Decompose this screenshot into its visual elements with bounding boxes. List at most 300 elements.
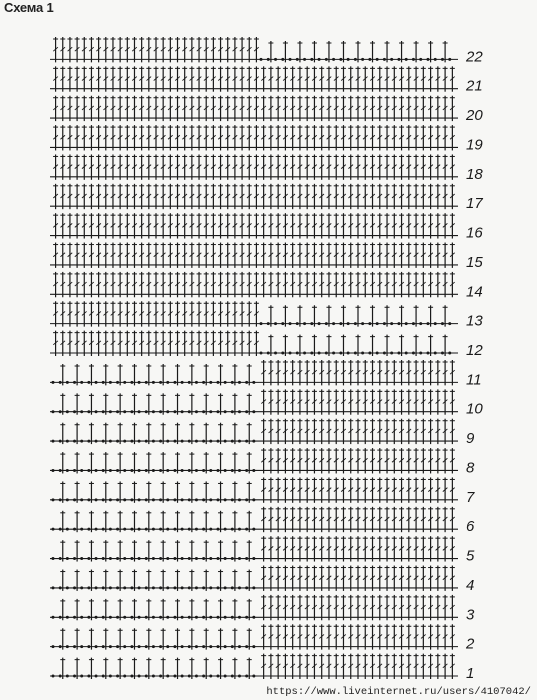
stitch-chain (245, 586, 248, 589)
stitch-chain (95, 675, 98, 678)
stitch-chain (332, 352, 335, 355)
stitch-chain (238, 645, 241, 648)
stitch-chain (116, 528, 119, 531)
stitch-chain (281, 322, 284, 325)
stitch-chain (419, 58, 422, 61)
stitch-chain (216, 381, 219, 384)
stitch-chain (59, 381, 62, 384)
row-number: 4 (466, 576, 475, 594)
stitch-chain (245, 557, 248, 560)
stitch-chain (130, 645, 133, 648)
row-number: 22 (466, 48, 483, 66)
stitch-chain (159, 557, 162, 560)
stitch-chain (231, 645, 234, 648)
stitch-chain (109, 586, 112, 589)
stitch-chain (209, 498, 212, 501)
stitch-chain (260, 352, 263, 355)
stitch-chain (224, 440, 227, 443)
stitch-chain (109, 498, 112, 501)
stitch-chain (361, 322, 364, 325)
stitch-chain (59, 440, 62, 443)
stitch-chain (73, 616, 76, 619)
row-number: 13 (466, 312, 483, 330)
stitch-chain (238, 381, 241, 384)
stitch-chain (116, 410, 119, 413)
stitch-chain (209, 528, 212, 531)
stitch-chain (368, 58, 371, 61)
stitch-chain (332, 58, 335, 61)
stitch-chain (195, 440, 198, 443)
stitch-chain (95, 469, 98, 472)
stitch-chain (405, 322, 408, 325)
stitch-chain (188, 498, 191, 501)
stitch-chain (152, 557, 155, 560)
stitch-chain (216, 557, 219, 560)
stitch-chain (52, 586, 55, 589)
stitch-chain (102, 586, 105, 589)
stitch-chain (426, 322, 429, 325)
stitch-chain (95, 498, 98, 501)
stitch-chain (195, 675, 198, 678)
row-number: 19 (466, 136, 483, 154)
stitch-chain (159, 586, 162, 589)
stitch-chain (195, 616, 198, 619)
stitch-chain (245, 381, 248, 384)
stitch-chain (145, 616, 148, 619)
stitch-chain (102, 528, 105, 531)
stitch-chain (188, 528, 191, 531)
stitch-chain (354, 322, 357, 325)
stitch-chain (231, 557, 234, 560)
stitch-chain (87, 557, 90, 560)
stitch-chain (102, 381, 105, 384)
chart-row (50, 301, 483, 329)
stitch-chain (109, 616, 112, 619)
stitch-chain (73, 675, 76, 678)
stitch-chain (216, 528, 219, 531)
stitch-chain (224, 469, 227, 472)
stitch-chain (354, 352, 357, 355)
stitch-chain (303, 58, 306, 61)
stitch-chain (252, 381, 255, 384)
stitch-chain (87, 528, 90, 531)
chart-row (50, 272, 483, 300)
stitch-chain (116, 557, 119, 560)
stitch-chain (87, 616, 90, 619)
stitch-chain (296, 352, 299, 355)
stitch-chain (173, 469, 176, 472)
stitch-chain (80, 528, 83, 531)
stitch-chain (231, 410, 234, 413)
stitch-chain (252, 616, 255, 619)
stitch-chain (166, 469, 169, 472)
stitch-chain (152, 410, 155, 413)
stitch-chain (216, 498, 219, 501)
stitch-chain (202, 616, 205, 619)
stitch-chain (52, 616, 55, 619)
stitch-chain (303, 352, 306, 355)
stitch-chain (59, 469, 62, 472)
stitch-chain (138, 528, 141, 531)
stitch-chain (383, 352, 386, 355)
stitch-chain (412, 58, 415, 61)
stitch-chain (188, 469, 191, 472)
stitch-chain (66, 440, 69, 443)
stitch-chain (252, 586, 255, 589)
stitch-chain (274, 352, 277, 355)
stitch-chain (109, 557, 112, 560)
stitch-chain (95, 586, 98, 589)
stitch-chain (66, 675, 69, 678)
stitch-chain (80, 469, 83, 472)
stitch-chain (339, 58, 342, 61)
stitch-chain (166, 586, 169, 589)
stitch-chain (209, 469, 212, 472)
stitch-chain (145, 528, 148, 531)
diagram-title: Схема 1 (4, 0, 54, 15)
stitch-chain (173, 645, 176, 648)
stitch-chain (181, 381, 184, 384)
chart-row (50, 448, 475, 476)
stitch-chain (296, 322, 299, 325)
stitch-chain (238, 469, 241, 472)
stitch-chain (303, 322, 306, 325)
stitch-chain (354, 58, 357, 61)
stitch-chain (188, 557, 191, 560)
stitch-chain (145, 557, 148, 560)
stitch-chain (145, 498, 148, 501)
stitch-chain (209, 586, 212, 589)
stitch-chain (73, 528, 76, 531)
stitch-chain (95, 410, 98, 413)
stitch-chain (130, 616, 133, 619)
stitch-chain (80, 498, 83, 501)
stitch-chain (252, 645, 255, 648)
stitch-chain (116, 675, 119, 678)
chart-row (50, 566, 474, 594)
stitch-chain (123, 440, 126, 443)
stitch-chain (376, 352, 379, 355)
stitch-chain (448, 58, 451, 61)
stitch-chain (159, 440, 162, 443)
stitch-chain (252, 528, 255, 531)
stitch-chain (87, 586, 90, 589)
stitch-chain (224, 410, 227, 413)
stitch-chain (412, 322, 415, 325)
stitch-chain (245, 675, 248, 678)
stitch-chain (102, 616, 105, 619)
stitch-chain (87, 410, 90, 413)
stitch-chain (152, 528, 155, 531)
stitch-chain (80, 381, 83, 384)
stitch-chain (325, 352, 328, 355)
stitch-chain (188, 645, 191, 648)
stitch-chain (252, 675, 255, 678)
stitch-chain (123, 616, 126, 619)
stitch-chain (173, 616, 176, 619)
stitch-chain (52, 645, 55, 648)
stitch-chain (412, 352, 415, 355)
stitch-chain (166, 440, 169, 443)
stitch-chain (347, 58, 350, 61)
stitch-chain (209, 440, 212, 443)
stitch-chain (116, 586, 119, 589)
stitch-chain (181, 675, 184, 678)
stitch-chain (245, 616, 248, 619)
stitch-chain (181, 616, 184, 619)
stitch-chain (209, 381, 212, 384)
stitch-chain (441, 322, 444, 325)
stitch-chain (173, 586, 176, 589)
row-number: 15 (466, 253, 483, 271)
stitch-chain (145, 469, 148, 472)
stitch-chain (252, 557, 255, 560)
stitch-chain (166, 645, 169, 648)
row-number: 14 (466, 283, 483, 301)
stitch-chain (202, 469, 205, 472)
stitch-chain (441, 58, 444, 61)
stitch-chain (245, 410, 248, 413)
stitch-chain (238, 616, 241, 619)
stitch-chain (66, 645, 69, 648)
stitch-chain (59, 498, 62, 501)
stitch-chain (159, 645, 162, 648)
stitch-chain (59, 410, 62, 413)
stitch-chain (95, 616, 98, 619)
row-number: 21 (466, 77, 483, 95)
stitch-chain (159, 616, 162, 619)
stitch-chain (231, 381, 234, 384)
stitch-chain (152, 675, 155, 678)
stitch-chain (245, 645, 248, 648)
stitch-chain (159, 381, 162, 384)
stitch-chain (195, 645, 198, 648)
stitch-chain (368, 322, 371, 325)
stitch-chain (231, 675, 234, 678)
stitch-chain (130, 675, 133, 678)
chart-row (50, 213, 483, 241)
stitch-chain (281, 58, 284, 61)
stitch-chain (138, 498, 141, 501)
stitch-chain (66, 381, 69, 384)
stitch-chain (138, 675, 141, 678)
stitch-chain (52, 440, 55, 443)
stitch-chain (173, 410, 176, 413)
chart-row (50, 360, 482, 388)
row-number: 5 (466, 547, 475, 565)
stitch-chain (289, 352, 292, 355)
stitch-chain (181, 645, 184, 648)
stitch-chain (145, 440, 148, 443)
stitch-chain (216, 469, 219, 472)
stitch-chain (252, 410, 255, 413)
stitch-chain (130, 381, 133, 384)
stitch-chain (339, 322, 342, 325)
stitch-chain (159, 675, 162, 678)
stitch-chain (209, 557, 212, 560)
stitch-chain (102, 675, 105, 678)
stitch-chain (123, 675, 126, 678)
stitch-chain (216, 586, 219, 589)
stitch-chain (289, 58, 292, 61)
stitch-chain (73, 381, 76, 384)
stitch-chain (310, 352, 313, 355)
stitch-chain (231, 469, 234, 472)
chart-row (50, 96, 483, 124)
row-number: 12 (466, 342, 483, 359)
stitch-chain (202, 410, 205, 413)
stitch-chain (52, 498, 55, 501)
stitch-chain (95, 381, 98, 384)
stitch-chain (383, 58, 386, 61)
stitch-chain (123, 381, 126, 384)
stitch-chain (59, 616, 62, 619)
chart-row (50, 37, 483, 65)
stitch-chain (102, 557, 105, 560)
stitch-chain (245, 498, 248, 501)
stitch-chain (159, 528, 162, 531)
stitch-chain (116, 440, 119, 443)
row-number: 2 (466, 635, 475, 653)
stitch-chain (80, 645, 83, 648)
stitch-chain (138, 645, 141, 648)
stitch-chain (188, 675, 191, 678)
stitch-chain (238, 557, 241, 560)
stitch-chain (267, 322, 270, 325)
stitch-chain (130, 469, 133, 472)
stitch-chain (216, 440, 219, 443)
stitch-chain (390, 352, 393, 355)
chart-row (50, 243, 483, 271)
stitch-chain (181, 498, 184, 501)
stitch-chain (80, 557, 83, 560)
stitch-chain (52, 675, 55, 678)
stitch-chain (216, 616, 219, 619)
stitch-chain (66, 616, 69, 619)
stitch-chain (109, 410, 112, 413)
stitch-chain (289, 322, 292, 325)
stitch-chain (130, 586, 133, 589)
stitch-chain (130, 440, 133, 443)
chart-row (50, 184, 483, 212)
stitch-chain (145, 645, 148, 648)
stitch-chain (245, 440, 248, 443)
stitch-chain (130, 557, 133, 560)
stitch-chain (325, 322, 328, 325)
stitch-chain (123, 528, 126, 531)
stitch-chain (216, 675, 219, 678)
stitch-chain (59, 645, 62, 648)
stitch-chain (252, 440, 255, 443)
stitch-chain (166, 410, 169, 413)
stitch-chain (202, 586, 205, 589)
stitch-chain (138, 381, 141, 384)
stitch-chain (73, 586, 76, 589)
stitch-chain (361, 58, 364, 61)
stitch-chain (383, 322, 386, 325)
stitch-chain (102, 410, 105, 413)
stitch-chain (245, 469, 248, 472)
stitch-chain (102, 469, 105, 472)
stitch-chain (173, 381, 176, 384)
stitch-chain (238, 498, 241, 501)
stitch-chain (252, 469, 255, 472)
stitch-chain (166, 675, 169, 678)
stitch-chain (73, 440, 76, 443)
stitch-chain (310, 58, 313, 61)
stitch-chain (224, 528, 227, 531)
stitch-chain (52, 528, 55, 531)
stitch-chain (123, 498, 126, 501)
stitch-chain (224, 645, 227, 648)
stitch-chain (209, 645, 212, 648)
stitch-chain (116, 381, 119, 384)
stitch-chain (397, 58, 400, 61)
chart-row (50, 536, 475, 564)
stitch-chain (434, 322, 437, 325)
stitch-chain (109, 675, 112, 678)
stitch-chain (73, 557, 76, 560)
stitch-chain (224, 381, 227, 384)
stitch-chain (405, 352, 408, 355)
stitch-chain (95, 528, 98, 531)
stitch-chain (397, 352, 400, 355)
stitch-chain (116, 645, 119, 648)
stitch-chain (73, 410, 76, 413)
chart-row (50, 389, 483, 417)
stitch-chain (116, 469, 119, 472)
stitch-chain (59, 675, 62, 678)
stitch-chain (216, 410, 219, 413)
stitch-chain (195, 410, 198, 413)
stitch-chain (231, 528, 234, 531)
stitch-chain (202, 381, 205, 384)
stitch-chain (73, 645, 76, 648)
stitch-chain (130, 498, 133, 501)
stitch-chain (80, 616, 83, 619)
chart-row (50, 477, 475, 505)
stitch-chain (318, 58, 321, 61)
stitch-chain (202, 557, 205, 560)
stitch-chain (123, 557, 126, 560)
stitch-chain (152, 616, 155, 619)
stitch-chain (145, 586, 148, 589)
stitch-chain (173, 528, 176, 531)
stitch-chain (188, 381, 191, 384)
stitch-chain (181, 469, 184, 472)
stitch-chain (376, 322, 379, 325)
chart-row (50, 66, 483, 94)
source-watermark: https://www.liveinternet.ru/users/4107042/ (266, 686, 531, 698)
chart-row (50, 595, 475, 623)
row-number: 20 (466, 107, 483, 125)
stitch-chain (66, 586, 69, 589)
stitch-chain (109, 645, 112, 648)
stitch-chain (138, 557, 141, 560)
stitch-chain (267, 352, 270, 355)
stitch-chain (274, 322, 277, 325)
stitch-chain (87, 645, 90, 648)
stitch-chain (318, 352, 321, 355)
stitch-chain (281, 352, 284, 355)
stitch-chain (181, 557, 184, 560)
chart-row (50, 654, 474, 682)
stitch-chain (188, 616, 191, 619)
row-number: 8 (466, 459, 475, 477)
stitch-chain (231, 616, 234, 619)
stitch-chain (267, 58, 270, 61)
stitch-chain (361, 352, 364, 355)
